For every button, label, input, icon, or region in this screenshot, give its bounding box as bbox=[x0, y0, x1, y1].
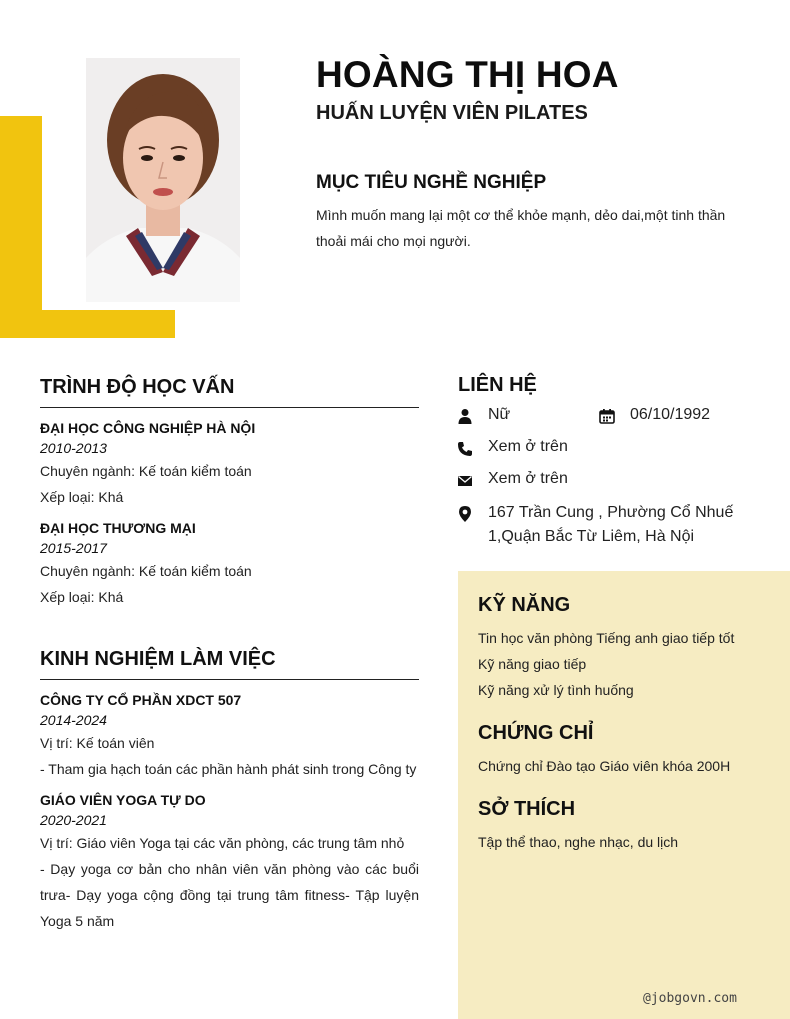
certificates-heading: CHỨNG CHỈ bbox=[478, 722, 594, 744]
gender-value: Nữ bbox=[488, 406, 511, 423]
location-pin-icon bbox=[457, 505, 473, 523]
section-divider bbox=[40, 407, 419, 408]
profile-photo bbox=[86, 58, 240, 302]
email-value: Xem ở trên bbox=[488, 470, 568, 487]
job-title: HUẤN LUYỆN VIÊN PILATES bbox=[316, 102, 588, 124]
birthdate-value: 06/10/1992 bbox=[630, 406, 711, 423]
company-name: CÔNG TY CỔ PHẦN XDCT 507 bbox=[40, 692, 242, 708]
education-entry bbox=[40, 420, 419, 510]
certificate-item: Chứng chỉ Đào tạo Giáo viên khóa 200H bbox=[478, 758, 731, 774]
experience-section bbox=[40, 648, 419, 934]
phone-value: Xem ở trên bbox=[488, 438, 568, 455]
work-period: 2014-2024 bbox=[40, 712, 107, 728]
accent-bar-horizontal bbox=[0, 310, 175, 338]
candidate-name: HOÀNG THỊ HOA bbox=[316, 54, 619, 95]
education-section bbox=[40, 376, 419, 610]
mail-icon bbox=[457, 473, 473, 489]
person-icon bbox=[457, 408, 473, 424]
work-description: - Tham gia hạch toán các phần hành phát sinh trong Công ty bbox=[40, 761, 417, 777]
study-grade: Xếp loại: Khá bbox=[40, 589, 124, 605]
watermark: @jobgovn.com bbox=[643, 991, 737, 1006]
work-position: Vị trí: Kế toán viên bbox=[40, 735, 155, 751]
contact-heading: LIÊN HỆ bbox=[458, 374, 537, 396]
company-name: GIÁO VIÊN YOGA TỰ DO bbox=[40, 792, 206, 808]
study-grade: Xếp loại: Khá bbox=[40, 489, 124, 505]
objective-heading: MỤC TIÊU NGHỀ NGHIỆP bbox=[316, 172, 547, 193]
phone-icon bbox=[457, 441, 473, 457]
calendar-icon bbox=[599, 408, 615, 424]
education-heading: TRÌNH ĐỘ HỌC VẤN bbox=[40, 376, 235, 398]
section-divider bbox=[40, 679, 419, 680]
study-major: Chuyên ngành: Kế toán kiểm toán bbox=[40, 463, 252, 479]
study-period: 2010-2013 bbox=[40, 440, 107, 456]
school-name: ĐẠI HỌC THƯƠNG MẠI bbox=[40, 520, 196, 536]
skills-heading: KỸ NĂNG bbox=[478, 594, 571, 616]
hobbies-heading: SỞ THÍCH bbox=[478, 798, 576, 820]
education-entry bbox=[40, 520, 419, 610]
skill-item: Kỹ năng giao tiếp bbox=[478, 656, 587, 672]
study-major: Chuyên ngành: Kế toán kiểm toán bbox=[40, 563, 252, 579]
experience-entry bbox=[40, 692, 419, 782]
school-name: ĐẠI HỌC CÔNG NGHIỆP HÀ NỘI bbox=[40, 420, 256, 436]
experience-entry bbox=[40, 792, 419, 934]
work-description: - Dạy yoga cơ bản cho nhân viên văn phòng vào các buổi trưa- Dạy yoga cộng đồng tại trung tâm fitness- Tập luyện Yoga 5 năm bbox=[40, 861, 419, 929]
work-position: Vị trí: Giáo viên Yoga tại các văn phòng, các trung tâm nhỏ bbox=[40, 835, 405, 851]
study-period: 2015-2017 bbox=[40, 540, 107, 556]
experience-heading: KINH NGHIỆM LÀM VIỆC bbox=[40, 648, 276, 670]
accent-bar-vertical bbox=[0, 116, 42, 338]
objective-text: Mình muốn mang lại một cơ thể khỏe mạnh, dẻo dai,một tinh thần thoải mái cho mọi người. bbox=[316, 207, 726, 249]
work-period: 2020-2021 bbox=[40, 812, 107, 828]
hobbies-text: Tập thể thao, nghe nhạc, du lịch bbox=[478, 834, 679, 850]
skill-item: Tin học văn phòng Tiếng anh giao tiếp tốt bbox=[478, 630, 735, 646]
skill-item: Kỹ năng xử lý tình huống bbox=[478, 682, 634, 698]
address-value: 167 Trần Cung , Phường Cổ Nhuế 1,Quận Bắc Từ Liêm, Hà Nội bbox=[488, 504, 734, 545]
